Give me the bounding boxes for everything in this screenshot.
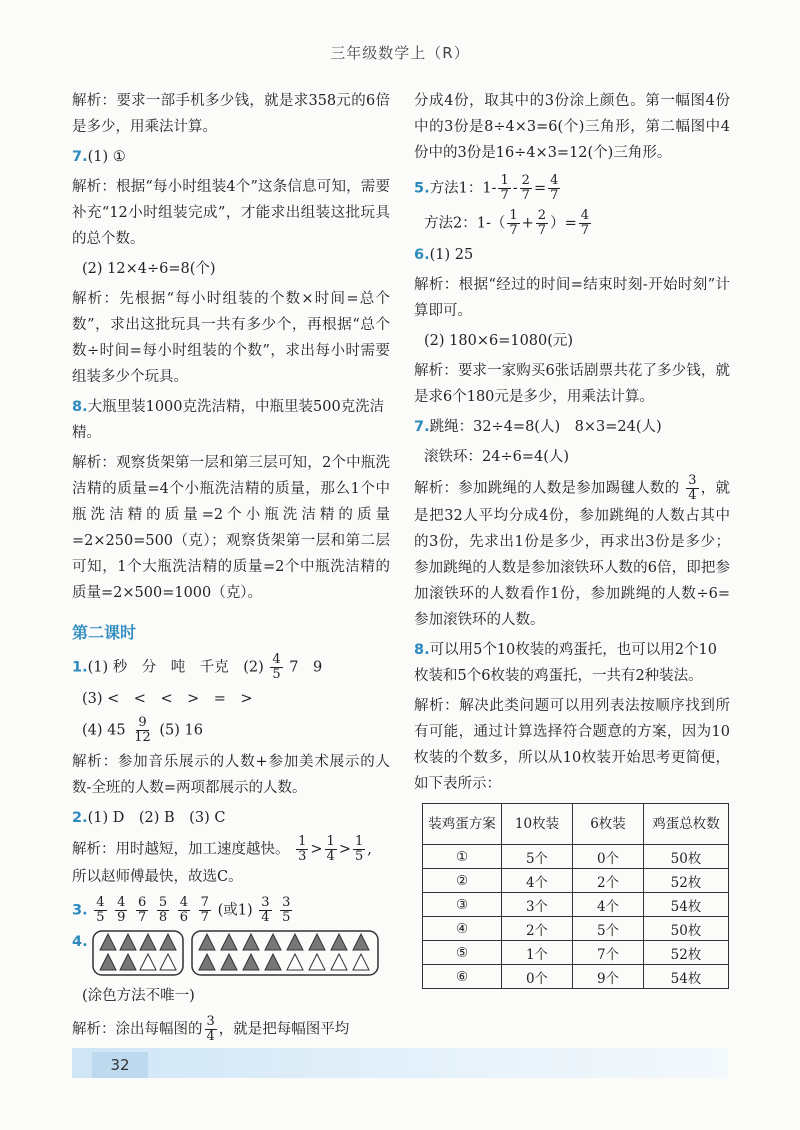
q7-answer-right <box>414 414 730 440</box>
q6-explanation-1: 解析：根据“经过的时间=结束时刻-开始时刻”计算即可。 <box>414 277 730 319</box>
table-cell: ⑤ <box>423 941 502 965</box>
s1-fraction-2: $\frac{9}{12}$ <box>134 715 151 745</box>
table-cell: 9个 <box>573 965 644 989</box>
figure-2-triangles <box>199 934 369 970</box>
s4-note: (涂色方法不唯一) <box>82 988 195 1004</box>
continued-explanation: 分成4份，取其中的3份涂上颜色。第一幅图4份中的3份是8÷4×3=6(个)三角形，第二幅图中4份中的3份是16÷4×3=12(个)三角形。 <box>414 93 730 161</box>
shaded-triangle <box>100 954 116 970</box>
s1-number: 1. <box>72 659 88 676</box>
s4-answer <box>72 929 390 979</box>
s2-ex-b: 所以赵师傅最快，故选C。 <box>72 869 243 885</box>
table-cell: ① <box>423 845 502 869</box>
fraction: $\frac{7}{7}$ <box>200 895 209 925</box>
q7-explanation-right: 解析：参加跳绳的人数是参加踢毽人数的 $\frac{3}{4}$ ，就是把32人平均分成4份，参加跳绳的人数占其中的3份，先求出1份是多少，再求出3份是多少；参加跳绳的人数是参加滚铁环人数的6倍，即把参加滚铁环的人数看作1份，参加跳绳的人数÷6=参加滚铁环的人数。 <box>414 473 731 628</box>
q6-explanation: 解析：要求一部手机多少钱，就是求358元的6倍是多少，用乘法计算。 <box>72 93 390 135</box>
table-row <box>423 893 729 917</box>
s3-fractions <box>92 895 217 925</box>
shaded-triangle <box>243 954 259 970</box>
figure-box-2 <box>192 931 378 975</box>
fraction: $\frac{4}{9}$ <box>117 895 126 925</box>
triangle <box>140 954 156 970</box>
fraction: $\frac{5}{8}$ <box>158 895 168 925</box>
footer-band <box>72 1048 728 1078</box>
q8-number: 8. <box>72 399 88 415</box>
shaded-triangle <box>100 934 116 950</box>
fraction: $\frac{3}{4}$ <box>261 895 270 925</box>
table-row <box>423 845 729 869</box>
table-row <box>423 869 729 893</box>
table-header: 鸡蛋总枚数 <box>644 804 729 845</box>
table-cell: 2个 <box>502 917 573 941</box>
table-cell: ⑥ <box>423 965 502 989</box>
s1-answer-line3: (3) < < < > = > <box>82 691 253 707</box>
s3-or: (或1) <box>217 902 253 919</box>
table-cell: 50枚 <box>644 917 729 941</box>
right-column <box>414 88 730 989</box>
q6-answer-1 <box>414 242 730 268</box>
table-cell: ④ <box>423 917 502 941</box>
q7r-ex2: ，就是把32人平均分成4份，参加跳绳的人数占其中的3份，先求出1份是多少，再求出3份是多少；参加跳绳的人数是参加滚铁环人数的6倍，即把参加滚铁环的人数看作1份，参加跳绳的人数÷6=参加滚铁环的人数。 <box>414 480 731 628</box>
fraction: $\frac{4}{5}$ <box>96 895 105 925</box>
table-cell: 54枚 <box>644 965 729 989</box>
table-cell: 4个 <box>502 869 573 893</box>
s1-answer-line4 <box>72 716 390 745</box>
fraction: $\frac{6}{7}$ <box>138 895 147 925</box>
table-cell: 54枚 <box>644 893 729 917</box>
triangle <box>353 954 369 970</box>
s2-number: 2. <box>72 810 88 826</box>
table-header: 装鸡蛋方案 <box>423 804 502 845</box>
shaded-triangle <box>353 934 369 950</box>
table-cell: 52枚 <box>644 869 729 893</box>
s1-answer-line1 <box>72 653 390 682</box>
table-cell: 50枚 <box>644 845 729 869</box>
triangle <box>309 954 325 970</box>
shaded-triangle <box>221 954 237 970</box>
s4-ex-a: 解析：涂出每幅图的 <box>72 1021 203 1038</box>
shaded-triangle <box>309 934 325 950</box>
q5-method-2: 方法2：1-（ $\frac{1}{7}$ + $\frac{2}{7}$ ）= $\frac{4}{7}$ <box>424 208 590 238</box>
page-header: 三年级数学上（R） <box>330 44 470 62</box>
table-header: 6枚装 <box>573 804 644 845</box>
s1-explanation: 解析：参加音乐展示的人数+参加美术展示的人数-全班的人数=两项都展示的人数。 <box>72 754 390 796</box>
q7-answer-2: (2) 12×4÷6=8(个) <box>82 261 216 277</box>
table-cell: 5个 <box>573 917 644 941</box>
s2-ex-a: 解析：用时越短，加工速度越快。 <box>72 841 290 858</box>
q6-a1: (1) 25 <box>429 247 474 263</box>
q7-a1-text: (1) ① <box>87 149 126 165</box>
egg-tray-table <box>422 803 729 989</box>
table-row <box>423 965 729 989</box>
table-cell: ② <box>423 869 502 893</box>
shaded-triangle <box>199 954 215 970</box>
table-cell: 2个 <box>573 869 644 893</box>
q8-explanation: 解析：观察货架第一层和第三层可知，2个中瓶洗洁精的质量=4个小瓶洗洁精的质量，那么1个中瓶洗洁精的质量=2个小瓶洗洁精的质量=2×250=500（克）；观察货架第一层和第二层可知，1个大瓶洗洁精的质量=2个中瓶洗洁精的质量=2×500=1000（克）。 <box>72 455 390 601</box>
shaded-triangle <box>243 934 259 950</box>
q7r-a1: 跳绳：32÷4=8(人) 8×3=24(人) <box>429 419 662 435</box>
q6-number: 6. <box>414 247 430 263</box>
q5-number: 5. <box>414 180 430 197</box>
table-cell: ③ <box>423 893 502 917</box>
s3-answer <box>72 896 390 925</box>
triangle-figures <box>92 929 382 979</box>
table-cell: 0个 <box>502 965 573 989</box>
q7r-ex: 解析：参加跳绳的人数是参加踢毽人数的 <box>414 480 680 497</box>
table-cell: 7个 <box>573 941 644 965</box>
s2-explanation: 解析：用时越短，加工速度越快。 $\frac{1}{3}$ > $\frac{1}{4}$ > $\frac{1}{5}$ , 所以赵师傅最快，故选C。 <box>72 834 372 885</box>
q6-answer-2: (2) 180×6=1080(元) <box>424 333 574 349</box>
page-number: 32 <box>92 1052 148 1078</box>
q8-explanation-right: 解析：解决此类问题可以用列表法按顺序找到所有可能，通过计算选择符合题意的方案，因为10枚装的个数多，所以从10枚装开始思考更简便，如下表所示： <box>414 698 730 792</box>
shaded-triangle <box>331 934 347 950</box>
s2-answer <box>72 805 390 831</box>
s3-number: 3. <box>72 902 88 919</box>
shaded-triangle <box>265 954 281 970</box>
shaded-triangle <box>120 934 136 950</box>
s1-a4: (4) 45 <box>82 722 126 739</box>
s2-a-text: (1) D (2) B (3) C <box>87 810 226 826</box>
s1-a1b: 7 9 <box>289 659 323 676</box>
shaded-triangle <box>265 934 281 950</box>
q7-explanation-2: 解析：先根据“每小时组装的个数×时间=总个数”，求出这批玩具一共有多少个，再根据“总个数÷时间=每小时组装的个数”，求出每小时需要组装多少个玩具。 <box>72 291 390 385</box>
s4-number: 4. <box>72 934 88 950</box>
q7-answer-1 <box>72 144 390 170</box>
shaded-triangle <box>199 934 215 950</box>
table-row <box>423 917 729 941</box>
q5-m1: 方法1：1- <box>429 180 497 197</box>
left-column <box>72 88 390 1048</box>
table-cell: 5个 <box>502 845 573 869</box>
triangle <box>287 954 303 970</box>
s3-fractions-2 <box>257 895 294 925</box>
q6-explanation-2: 解析：要求一家购买6张话剧票共花了多少钱，就是求6个180元是多少，用乘法计算。 <box>414 363 730 405</box>
figure-1-triangles <box>100 934 176 970</box>
q5-m2: 方法2：1-（ <box>424 215 506 232</box>
fraction: $\frac{4}{6}$ <box>179 895 189 925</box>
q7-number: 7. <box>72 149 88 165</box>
shaded-triangle <box>160 934 176 950</box>
table-cell: 0个 <box>573 845 644 869</box>
table-header: 10枚装 <box>502 804 573 845</box>
q8r-number: 8. <box>414 642 430 658</box>
q8-answer-right <box>414 637 730 689</box>
shaded-triangle <box>120 954 136 970</box>
shaded-triangle <box>140 934 156 950</box>
q8-answer <box>72 394 390 446</box>
q8-answer-text: 大瓶里装1000克洗洁精，中瓶里装500克洗洁精。 <box>72 399 385 441</box>
triangle <box>160 954 176 970</box>
q7-answer-right-2: 滚铁环：24÷6=4(人) <box>424 449 570 465</box>
fraction: $\frac{3}{5}$ <box>282 895 291 925</box>
table-row <box>423 941 729 965</box>
shaded-triangle <box>221 934 237 950</box>
table-cell: 52枚 <box>644 941 729 965</box>
q7-explanation-1: 解析：根据“每小时组装4个”这条信息可知，需要补充“12小时组装完成”，才能求出组装这批玩具的总个数。 <box>72 179 390 247</box>
table-cell: 1个 <box>502 941 573 965</box>
q5-method-1: 5.方法1：1- $\frac{1}{7}$ - $\frac{2}{7}$ = $\frac{4}{7}$ <box>414 173 559 203</box>
s1-fraction-1: $\frac{4}{5}$ <box>272 652 281 682</box>
section-title: 第二课时 <box>72 623 137 642</box>
shaded-triangle <box>287 934 303 950</box>
q7r-number: 7. <box>414 419 430 435</box>
s1-a5: (5) 16 <box>159 722 203 739</box>
table-cell: 3个 <box>502 893 573 917</box>
table-cell: 4个 <box>573 893 644 917</box>
s4-explanation: 解析：涂出每幅图的 $\frac{3}{4}$ ，就是把每幅图平均 <box>72 1014 350 1044</box>
triangle <box>331 954 347 970</box>
s4-ex-b: ，就是把每幅图平均 <box>218 1021 350 1038</box>
s1-a1: (1) 秒 分 吨 千克 (2) <box>87 659 264 676</box>
q8r-a: 可以用5个10枚装的鸡蛋托，也可以用2个10枚装和5个6枚装的鸡蛋托，一共有2种装法。 <box>414 642 717 684</box>
